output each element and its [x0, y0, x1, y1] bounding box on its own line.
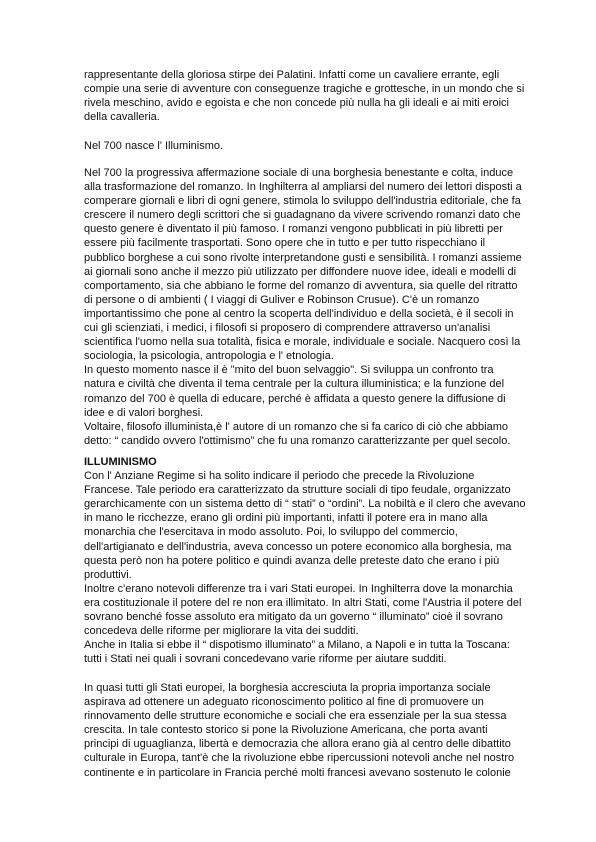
text-line: romanzo del 700 è quella di educare, perché è affidata a questo genere la diffusione di	[84, 392, 506, 405]
text-line: era costituzionale il potere del re non era illimitato. In altri Stati, come l'Austria il potere del	[84, 596, 522, 609]
text-line: In quasi tutti gli Stati europei, la borghesia accresciuta la propria importanza sociale	[84, 682, 491, 694]
text-line: alla trasformazione del romanzo. In Inghilterra al ampliarsi del numero dei lettori disposti a	[84, 181, 522, 194]
text-line: cui gli scienziati, i medici, i filosofi si proposero di comprendere attraverso un'analisi	[84, 322, 491, 335]
text-line: Con l' Anziane Regime si ha solito indicare il periodo che precede la Rivoluzione	[84, 470, 475, 483]
text-line: In questo momento nasce il è "mito del buon selvaggio". Si sviluppa un confronto tra	[84, 364, 494, 377]
text-line: crescere il numero degli scrittori che si guadagnano da vivere scrivendo romanzi dato che	[84, 209, 521, 222]
text-line: questa però non ha potere politico e quindi avanza delle preteste dato che erano i più	[84, 554, 500, 567]
paragraph-don-chisciotte	[84, 68, 524, 124]
text-line: comperare giornali e libri di ogni genere, stimola lo sviluppo dell'industria editoriale, che fa	[84, 195, 521, 208]
text-line: Nel 700 nasce l' Illuminismo.	[84, 140, 224, 152]
text-line: Voltaire, filosofo illuminista,è l' autore di un romanzo che si fa carico di ciò che abbiamo	[84, 420, 508, 433]
text-line: compie una serie di avventure con conseguenze tragiche e grottesche, in un mondo che si	[84, 83, 525, 96]
text-line: in mano le ricchezze, erano gli ordini più importanti, infatti il potere era in mano alla	[84, 512, 488, 525]
section-illuminismo	[84, 455, 524, 666]
text-line: detto: “ candido ovvero l'ottimismo” che fu una romanzo caratterizzante per quel secolo.	[84, 434, 511, 447]
text-line: comportamento, sia che abbiano le forme del romanzo di avventura, sia quelle del ritratto	[84, 279, 518, 292]
text-line: natura e civiltà che diventa il tema centrale per la cultura illuministica; e la funzione del	[84, 378, 505, 391]
paragraph-rivoluzione-americana	[84, 681, 524, 780]
text-line: rinnovamento delle strutture economiche e sociali che era essenziale per la sua stessa	[84, 710, 507, 723]
text-line: questo genere è diventato il più famoso. I romanzi vengono pubblicati in più libretti per	[84, 223, 503, 236]
text-line: monarchia che l'esercitava in modo assoluto. Poi, lo sviluppo del commercio,	[84, 526, 458, 539]
section-heading: ILLUMINISMO	[84, 456, 157, 468]
text-line: crescita. In tale contesto storico si pone la Rivoluzione Americana, che porta avanti	[84, 724, 488, 737]
text-line: pubblico borghese a cui sono rivolte interpretandone gusti e sensibilità. I romanzi assieme	[84, 251, 522, 264]
text-line: essere più facilmente trasportati. Sono opere che in tutto e per tutto rispecchiano il	[84, 237, 486, 250]
text-line: continente e in particolare in Francia perché molti francesi avevano sostenuto le colonie	[84, 766, 511, 779]
text-line: tutti i Stati nei quali i sovrani concedevano varie riforme per aiutare sudditi.	[84, 653, 447, 666]
text-line: Francese. Tale periodo era caratterizzato da strutture sociali di tipo feudale, organizzato	[84, 484, 511, 497]
text-line: scientifica l'uomo nella sua totalità, fisica e morale, individuale e sociale. Nacquero così la	[84, 336, 521, 349]
text-line: aspirava ad ottenere un adeguato riconoscimento politico al fine di promuovere un	[84, 696, 484, 709]
text-line: importantissimo che pone al centro la scoperta dell'individuo e della società, è il secoli in	[84, 307, 514, 320]
text-line: ai giornali sono anche il mezzo più utilizzato per diffondere nuove idee, ideali e modelli di	[84, 265, 517, 278]
text-line: dell'artigianato e dell'industria, aveva concesso un potere economico alla borghesia, ma	[84, 540, 512, 553]
paragraph-romanzo-700	[84, 166, 524, 448]
text-line: di persone o di ambienti ( I viaggi di Guliver e Robinson Crusue). C'è un romanzo	[84, 293, 480, 306]
text-line: rappresentante della gloriosa stirpe dei Palatini. Infatti come un cavaliere errante, egli	[84, 69, 500, 81]
paragraph-nascita-illuminismo	[84, 139, 524, 153]
text-line: sociologia, la psicologia, antropologia e l' etnologia.	[84, 350, 334, 363]
text-line: culturale in Europa, tant'è che la rivoluzione ebbe ripercussioni notevoli anche nel nostro	[84, 752, 515, 765]
text-line: concedeva delle riforme per migliorare la vita dei sudditi.	[84, 625, 359, 638]
text-line: gerarchicamente con un sistema detto di “ stati” o “ordini”. La nobiltà e il clero che avevano	[84, 498, 526, 511]
text-line: idee e di valori borghesi.	[84, 406, 204, 419]
text-line: Nel 700 la progressiva affermazione sociale di una borghesia benestante e colta, induce	[84, 167, 514, 179]
text-line: Anche in Italia si ebbe il “ dispotismo illuminato” a Milano, a Napoli e in tutta la Toscana:	[84, 639, 510, 652]
text-line: Inoltre c'erano notevoli differenze tra i vari Stati europei. In Inghilterra dove la monarchia	[84, 582, 513, 595]
text-line: principi di uguaglianza, libertà e democrazia che allora erano già al centro delle dibattito	[84, 738, 511, 751]
text-line: rivela meschino, avido e egoista e che non concede più nulla ha gli ideali e ai miti eroici	[84, 97, 509, 110]
text-line: produttivi.	[84, 568, 132, 581]
text-line: sovrano benché fosse assoluto era mitigato da un governo “ illuminato” cioè il sovrano	[84, 611, 503, 624]
text-line: della cavalleria.	[84, 111, 160, 124]
